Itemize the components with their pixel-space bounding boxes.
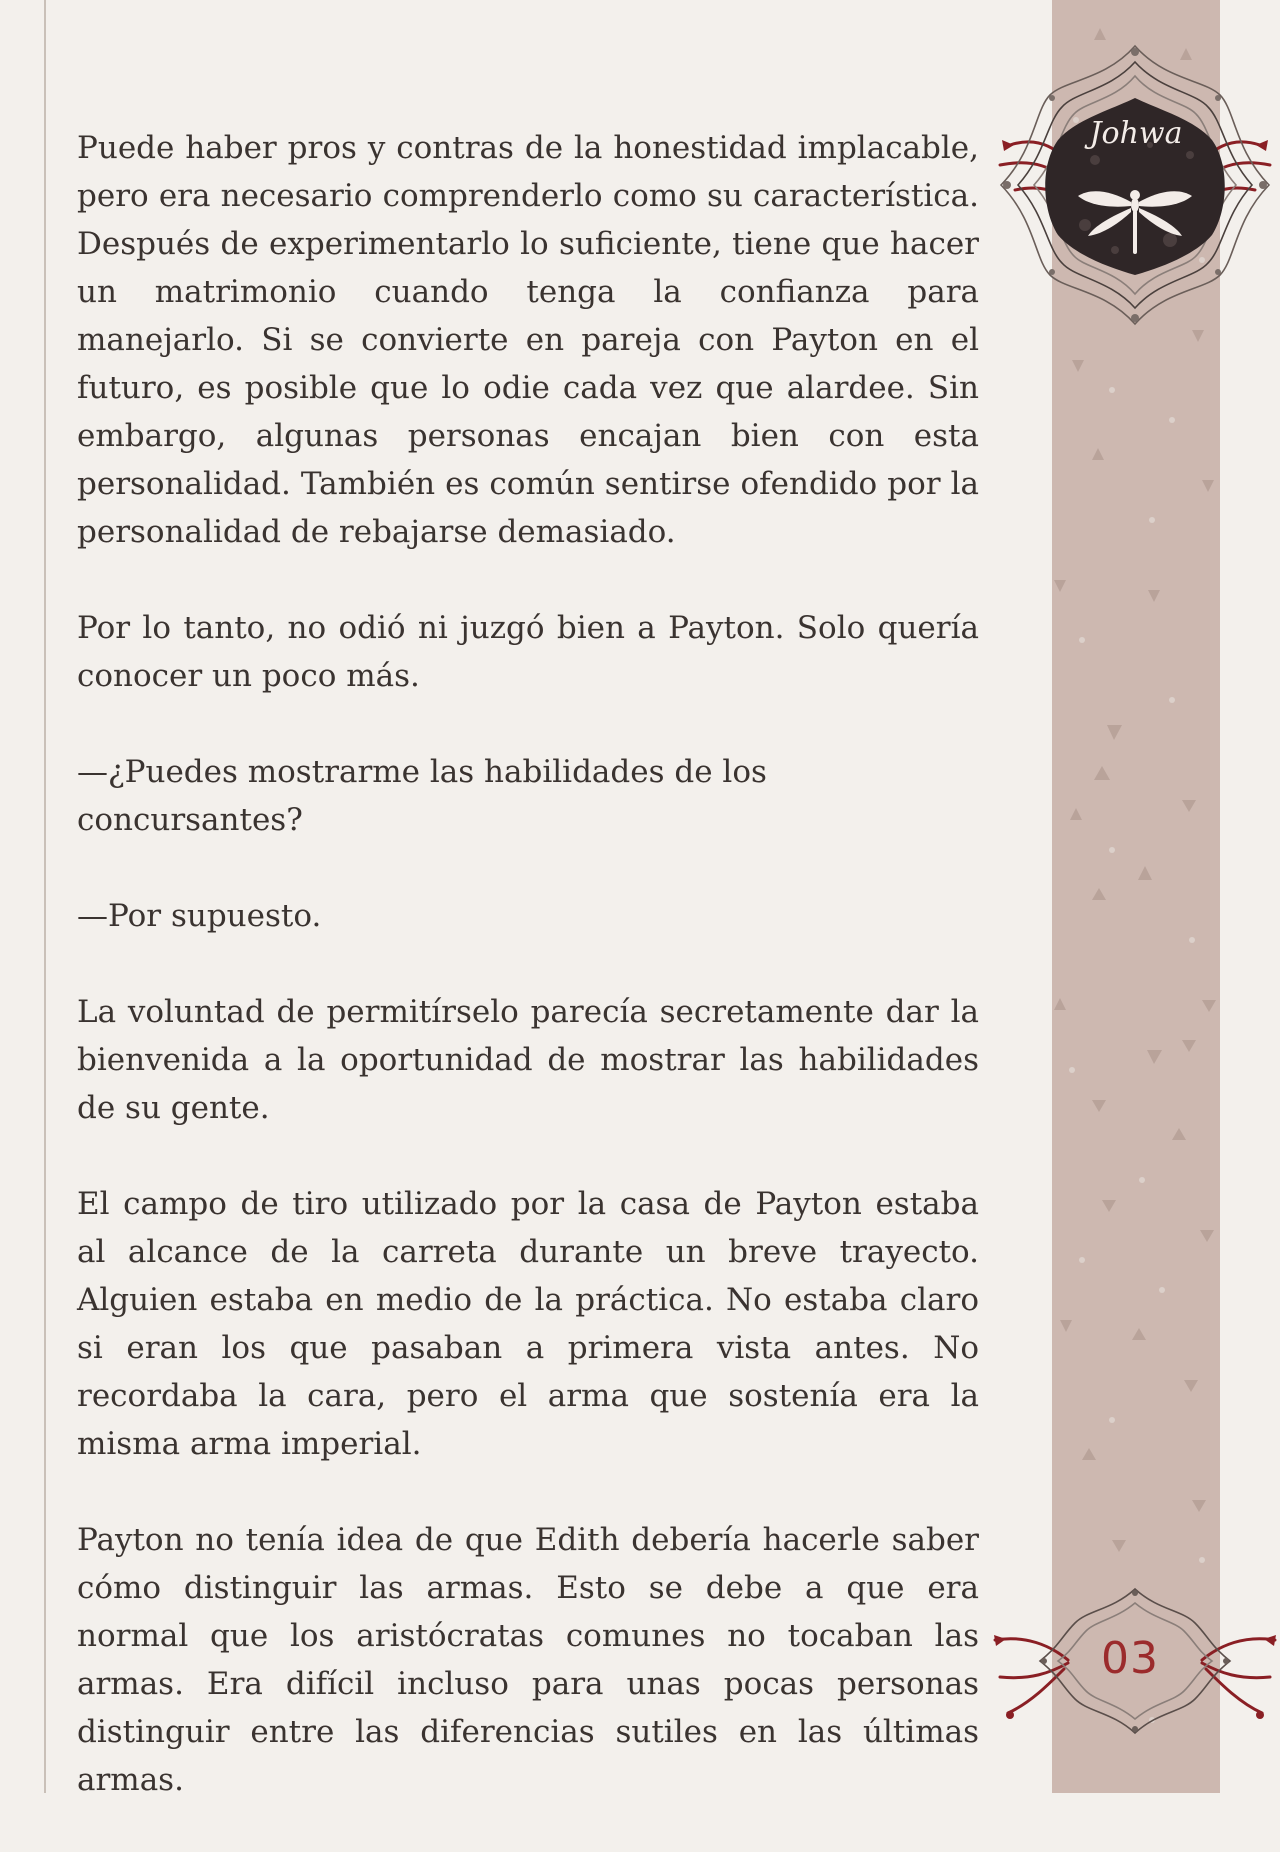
paragraph: La voluntad de permitírselo parecía secretamente dar la bienvenida a la oportunidad de mostrar las habilidades de su gente. [77,994,979,1126]
paragraph: Por lo tanto, no odió ni juzgó bien a Payton. Solo quería conocer un poco más. [77,610,979,694]
dialogue-line: —¿Puedes mostrarme las habilidades de los concursantes? [77,754,767,838]
logo-text: Johwa [1089,116,1183,151]
dialogue-line: —Por supuesto. [77,898,322,934]
paragraph: Puede haber pros y contras de la honestidad implacable, pero era necesario comprenderlo como su característica. Después de experimentarlo lo suficiente, tiene que hacer un matrimonio cuando tenga la confianza para manejarlo. Si se convierte en pareja con Payton en el futuro, es posible que lo odie cada vez que alardee. Sin embargo, algunas personas encajan bien con esta personalidad. También es común sentirse ofendido por la personalidad de rebajarse demasiado. [77,130,979,550]
paragraph: El campo de tiro utilizado por la casa de Payton estaba al alcance de la carreta durante un breve trayecto. Alguien estaba en medio de la práctica. No estaba claro si eran los que pasaban a primera vista antes. No recordaba la cara, pero el arma que sostenía era la misma arma imperial. [77,1186,979,1462]
ornate-frame-icon [990,40,1280,330]
paragraph: Payton no tenía idea de que Edith debería hacerle saber cómo distinguir las armas. Esto se debe a que era normal que los aristócratas comunes no tocaban las armas. Era difícil incluso para unas pocas personas distinguir entre las diferencias sutiles en las últimas armas. [77,1522,979,1798]
main-text [77,124,979,1852]
logo-emblem [990,40,1280,330]
page-number: 03 [1101,1633,1159,1684]
margin-rule [44,0,46,1793]
